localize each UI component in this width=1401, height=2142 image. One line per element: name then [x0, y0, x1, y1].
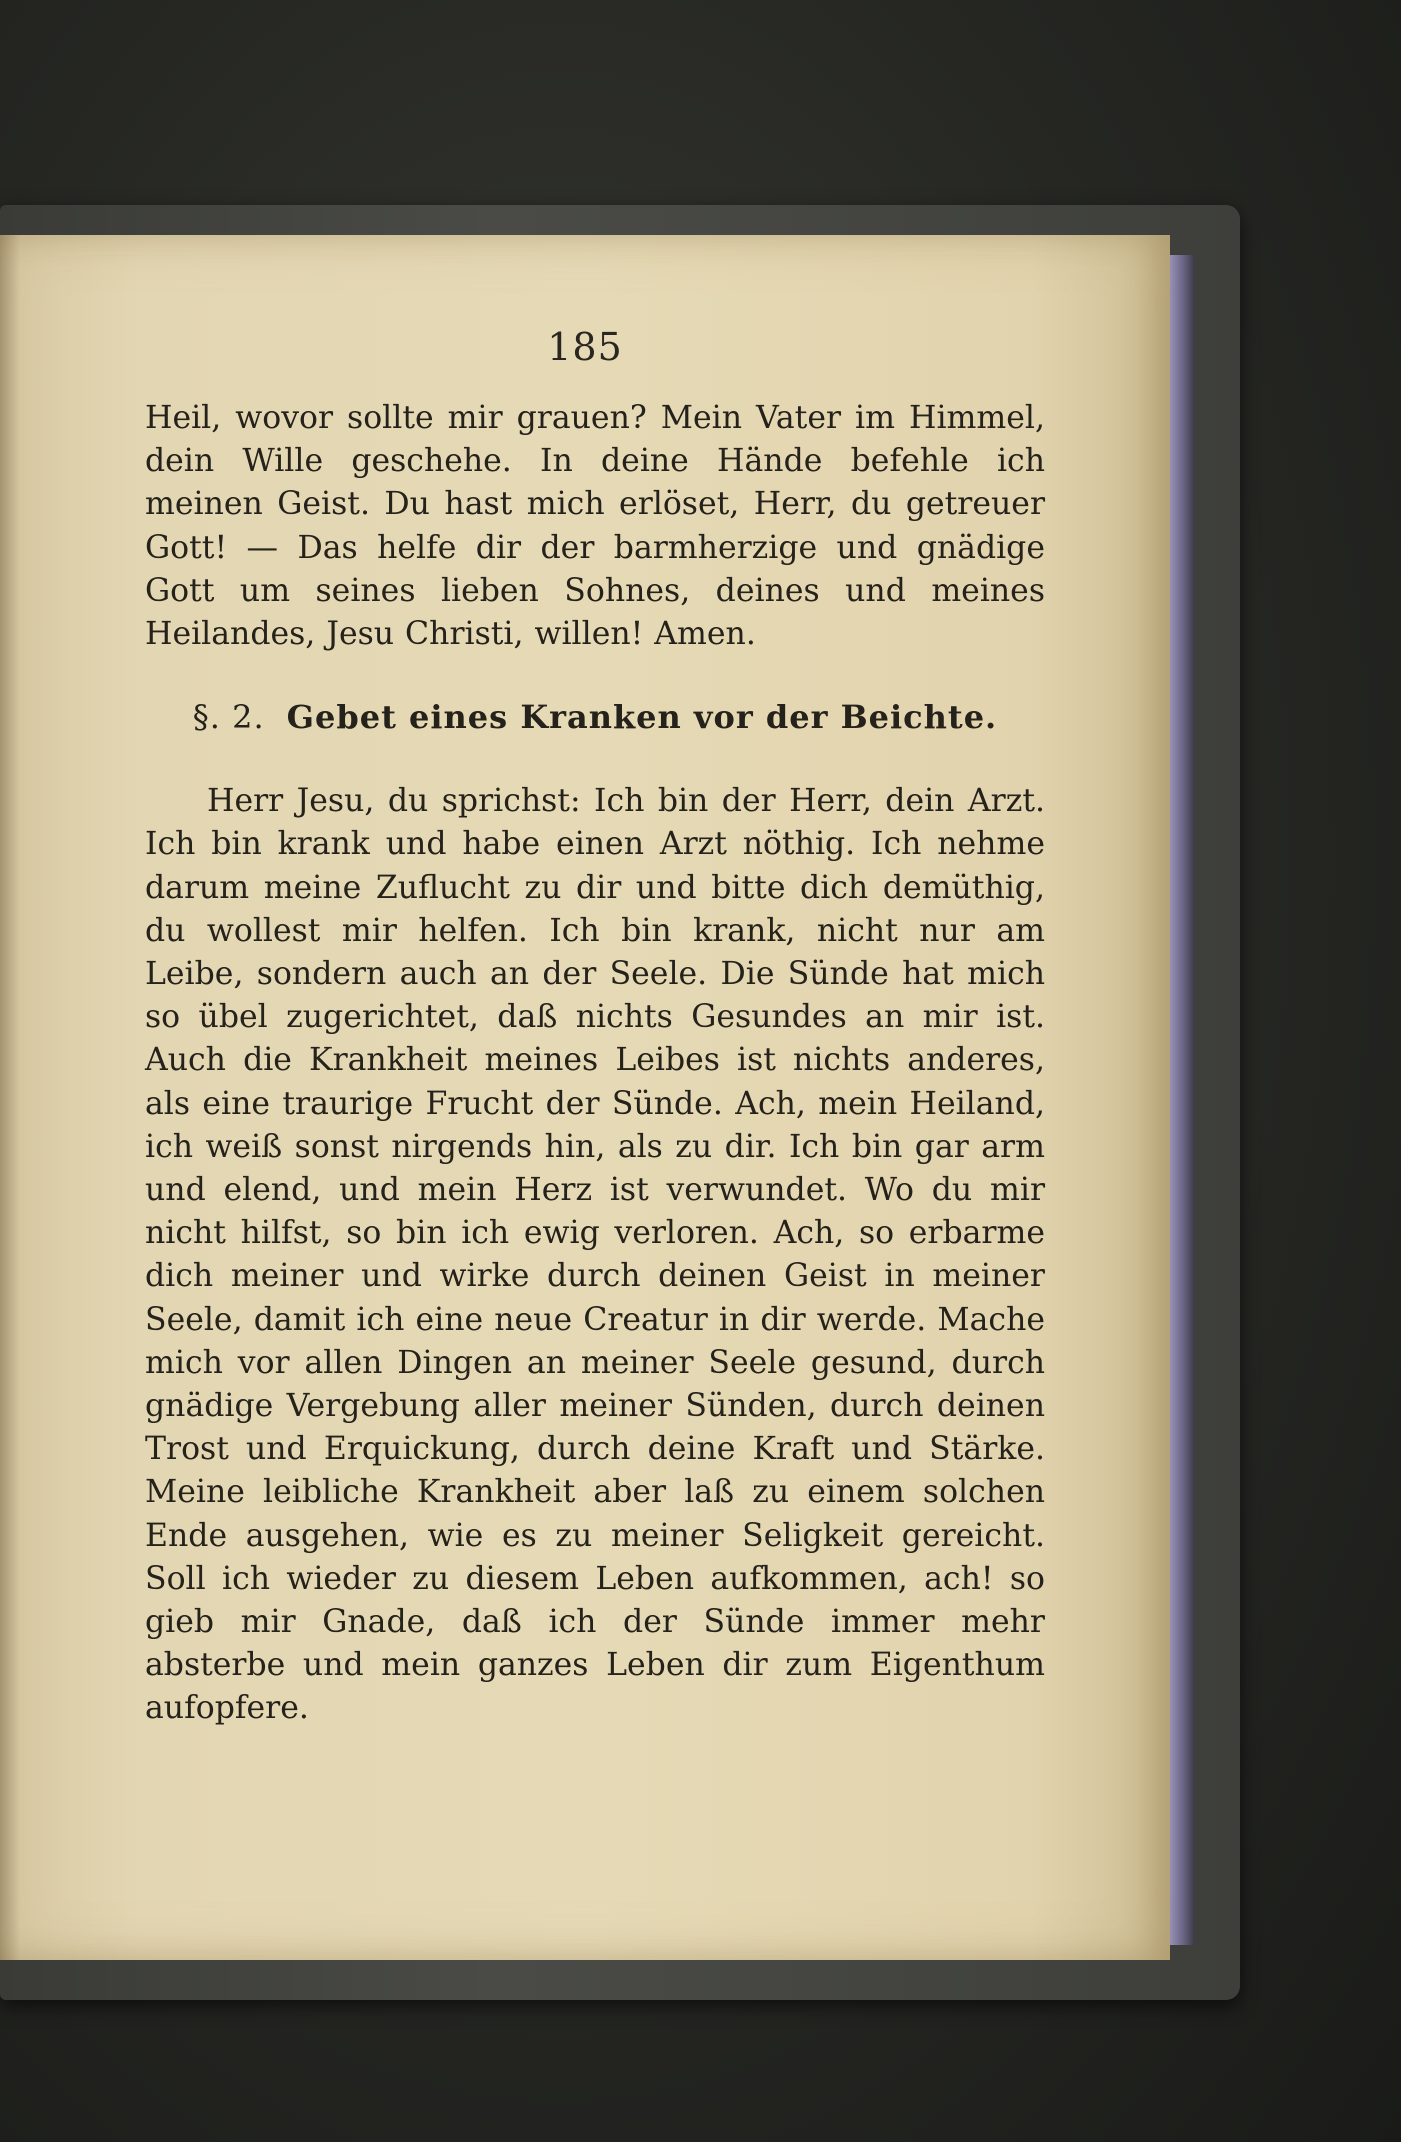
section-number: §. 2.	[192, 698, 265, 737]
text-block	[145, 397, 1045, 1731]
book-page	[0, 235, 1170, 1960]
section-title: Gebet eines Kranken vor der Beichte.	[286, 698, 998, 737]
page-number: 185	[547, 325, 623, 369]
paragraph-prayer-ending: Heil, wovor sollte mir grauen? Mein Vater im Himmel, dein Wille geschehe. In deine Hände befehle ich meinen Geist. Du hast mich erlöset, Herr, du getreuer Gott! — Das helfe dir der barmherzige und gnädige Gott um seines lieben Sohnes, deines und meines Heilandes, Jesu Christi, willen! Amen.	[145, 400, 1045, 653]
section-heading	[145, 696, 1045, 738]
gutter-shadow	[0, 235, 20, 1960]
paragraph-prayer-body: Herr Jesu, du sprichst: Ich bin der Herr, dein Arzt. Ich bin krank und habe einen Arzt nöthig. Ich nehme darum meine Zuflucht zu dir und bitte dich demüthig, du wollest mir helfen. Ich bin krank, nicht nur am Leibe, sondern auch an der Seele. Die Sünde hat mich so übel zugerichtet, daß nichts Gesundes an mir ist. Auch die Krankheit meines Leibes ist nichts anderes, als eine traurige Frucht der Sünde. Ach, mein Heiland, ich weiß sonst nirgends hin, als zu dir. Ich bin gar arm und elend, und mein Herz ist verwundet. Wo du mir nicht hilfst, so bin ich ewig verloren. Ach, so erbarme dich meiner und wirke durch deinen Geist in meiner Seele, damit ich eine neue Creatur in dir werde. Mache mich vor allen Dingen an meiner Seele gesund, durch gnädige Vergebung aller meiner Sünden, durch deinen Trost und Erquickung, durch deine Kraft und Stärke. Meine leibliche Krankheit aber laß zu einem solchen Ende ausgehen, wie es zu meiner Seligkeit gereicht. Soll ich wieder zu diesem Leben aufkommen, ach! so gieb mir Gnade, daß ich der Sünde immer mehr absterbe und mein ganzes Leben dir zum Eigenthum aufopfere.	[145, 783, 1045, 1727]
